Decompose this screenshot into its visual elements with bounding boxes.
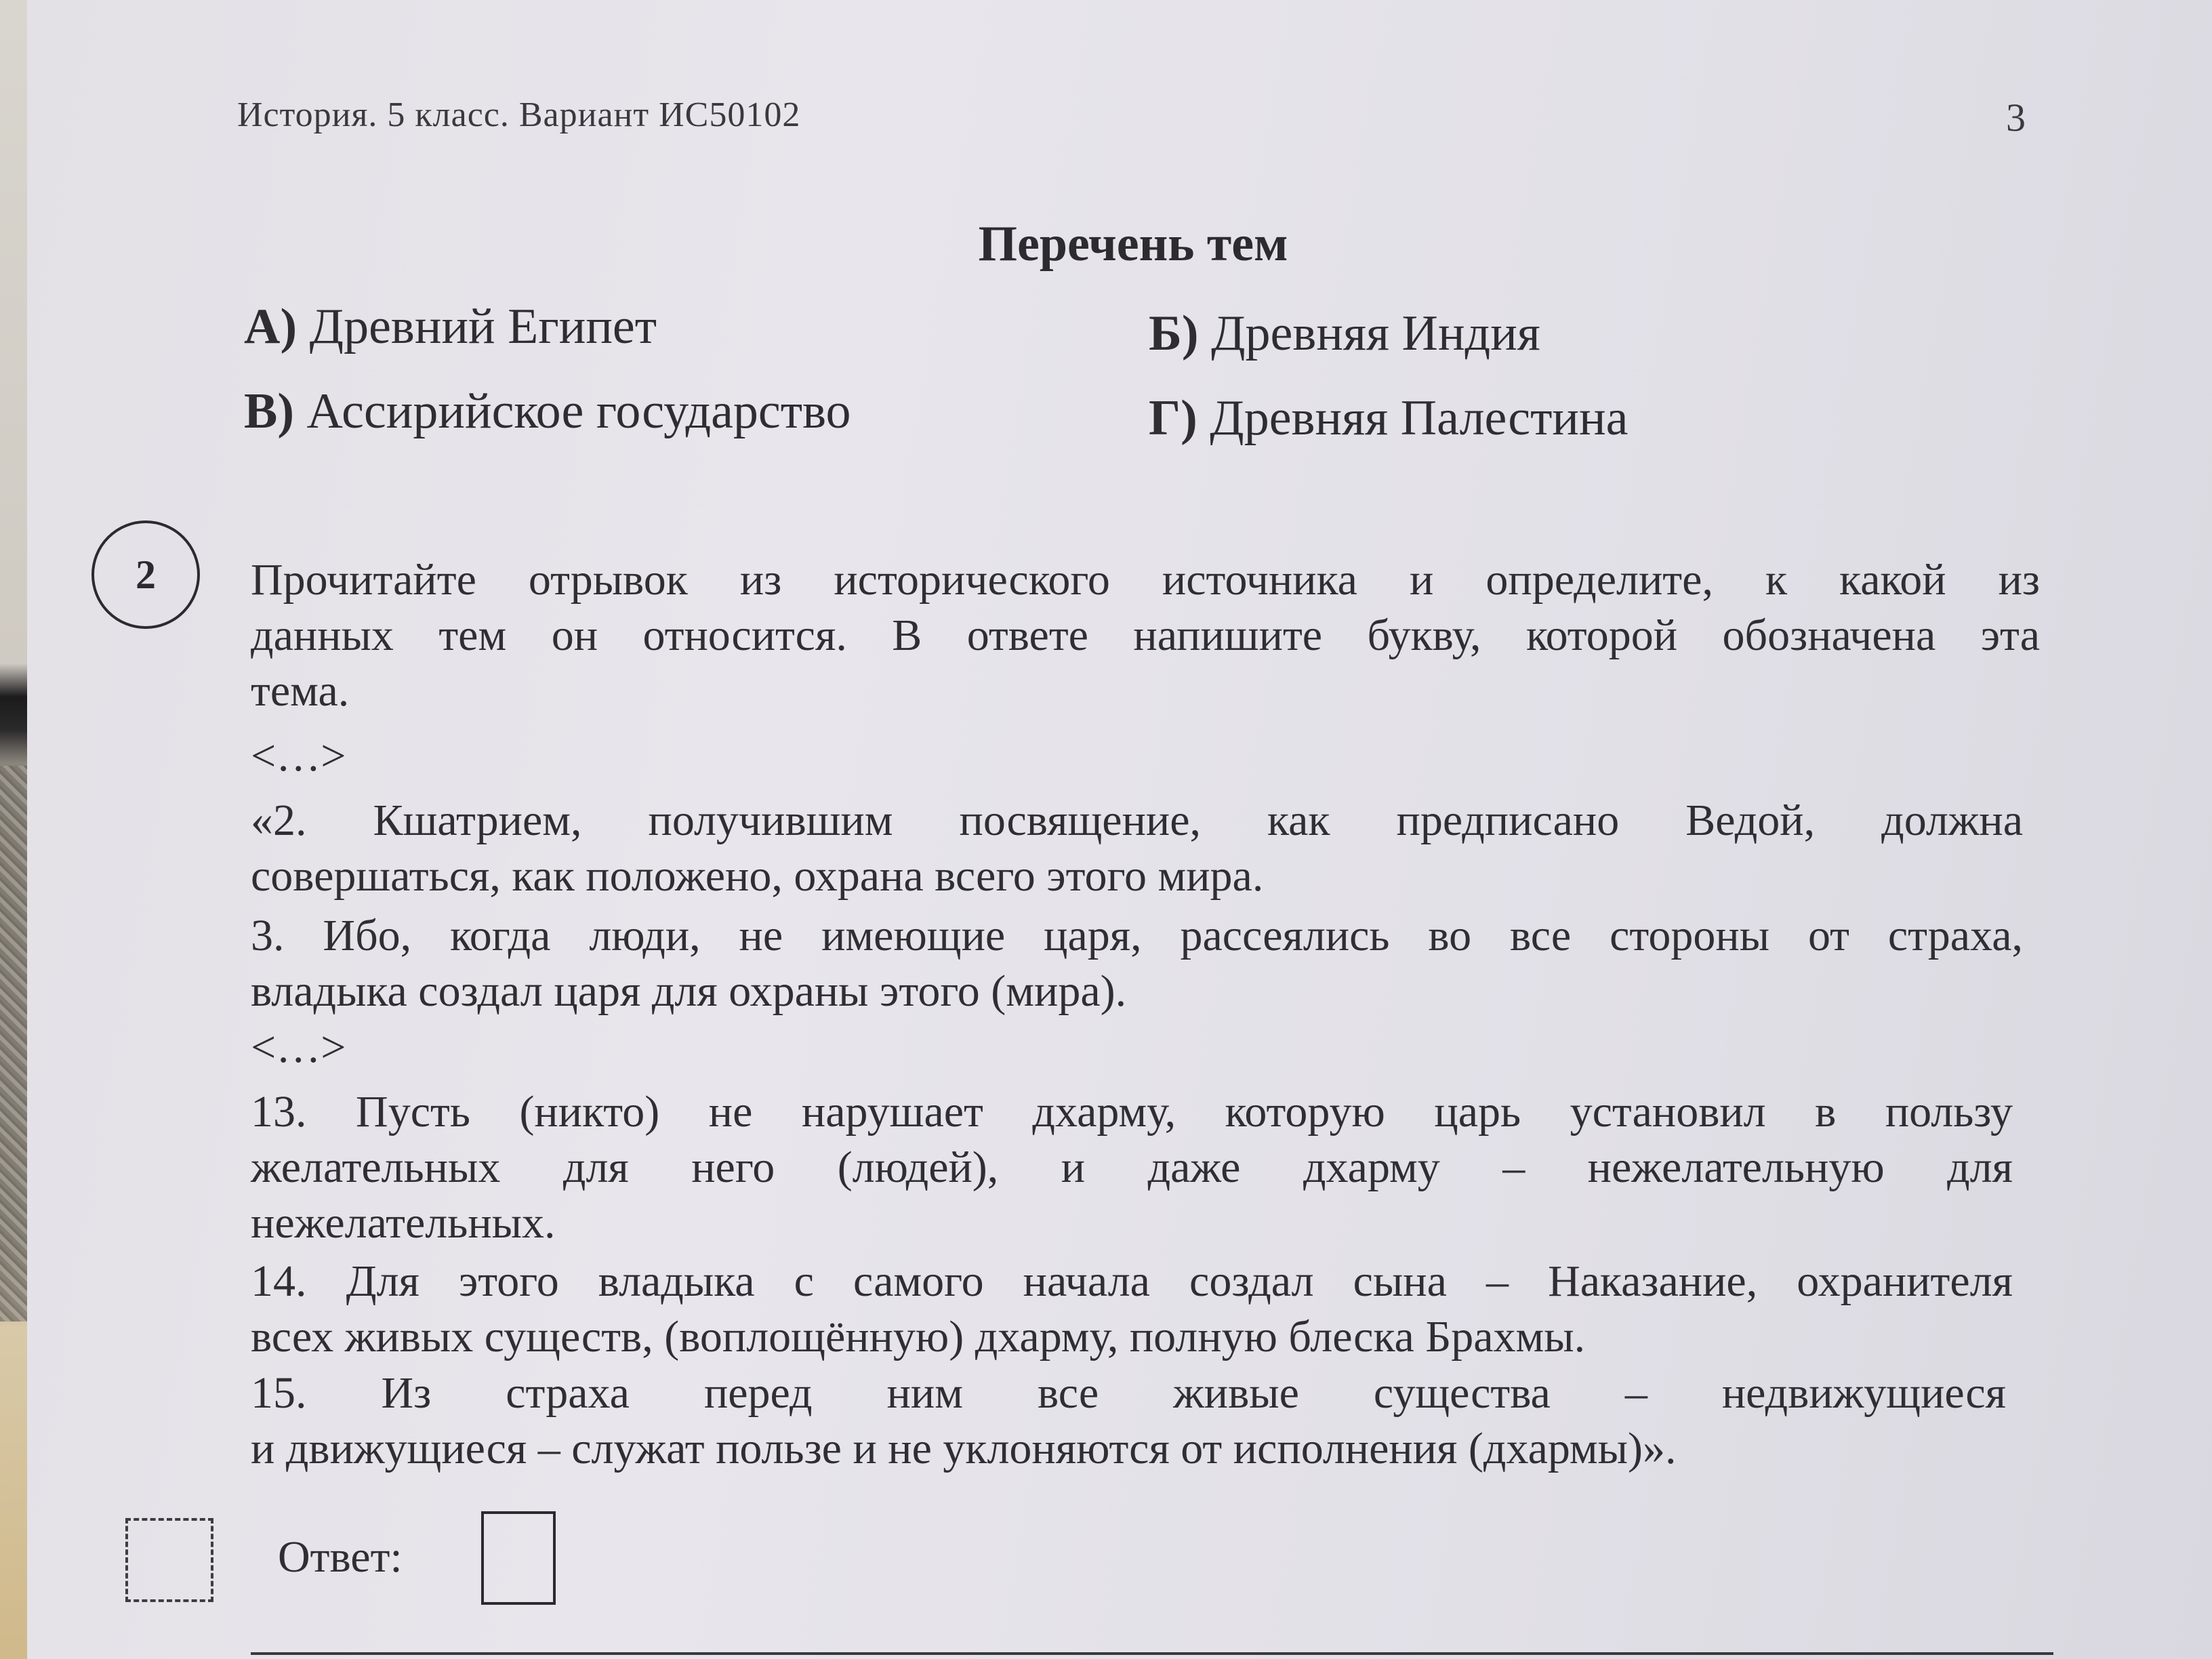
source-line: и движущиеся – служат пользе и не уклоняются от исполнения (дхармы)». (251, 1424, 1677, 1473)
answer-label: Ответ: (278, 1532, 403, 1582)
topic-v (244, 383, 851, 441)
topic-name: Ассирийское государство (306, 384, 851, 439)
source-line: «2. Кшатрием, получившим посвящение, как предписано Ведой, должна (251, 796, 2023, 845)
source-line: всех живых существ, (воплощённую) дхарму, полную блеска Брахмы. (251, 1312, 1586, 1361)
task-instruction (251, 552, 2040, 719)
topic-name: Древняя Индия (1211, 306, 1540, 361)
source-line: 13. Пусть (никто) не нарушает дхарму, которую царь установил в пользу (251, 1087, 2013, 1136)
topic-name: Древняя Палестина (1210, 390, 1629, 446)
page-header: История. 5 класс. Вариант ИС50102 (237, 96, 801, 134)
score-box (125, 1518, 213, 1602)
topic-letter: Б) (1149, 306, 1199, 361)
exam-page (27, 0, 2212, 1659)
instruction-line: тема. (251, 666, 350, 716)
source-line: совершаться, как положено, охрана всего этого мира. (251, 851, 1264, 901)
topics-title: Перечень тем (978, 216, 1288, 272)
source-paragraph-13 (251, 1084, 2013, 1251)
source-line: желательных для него (людей), и даже дхарму – нежелательную для (251, 1143, 2013, 1192)
source-line: владыка создал царя для охраны этого (мира). (251, 966, 1127, 1016)
desk-texture (0, 766, 27, 1322)
topic-letter: Г) (1149, 390, 1197, 446)
source-ellipsis: <…> (251, 1023, 346, 1072)
source-line: нежелательных. (251, 1198, 556, 1248)
source-paragraph-15 (251, 1366, 2006, 1477)
source-line: 3. Ибо, когда люди, не имеющие царя, рассеялись во все стороны от страха, (251, 911, 2023, 960)
topic-g (1149, 390, 1628, 447)
topic-letter: А) (244, 299, 298, 354)
answer-box[interactable] (481, 1511, 556, 1605)
topic-b (1149, 305, 1540, 363)
source-ellipsis: <…> (251, 731, 346, 781)
source-paragraph-2 (251, 793, 2023, 904)
topic-name: Древний Египет (309, 299, 657, 354)
page-number: 3 (2006, 96, 2026, 140)
bottom-rule (251, 1652, 2053, 1655)
instruction-line: данных тем он относится. В ответе напишите букву, которой обозначена эта (251, 611, 2040, 660)
instruction-line: Прочитайте отрывок из исторического источника и определите, к какой из (251, 555, 2040, 605)
topic-a (244, 298, 657, 356)
source-paragraph-14 (251, 1254, 2013, 1365)
task-number-badge: 2 (91, 520, 200, 629)
topic-letter: В) (244, 384, 294, 439)
source-paragraph-3 (251, 908, 2023, 1019)
source-line: 15. Из страха перед ним все живые существа – недвижущиеся (251, 1368, 2006, 1418)
source-line: 14. Для этого владыка с самого начала создал сына – Наказание, охранителя (251, 1256, 2013, 1306)
